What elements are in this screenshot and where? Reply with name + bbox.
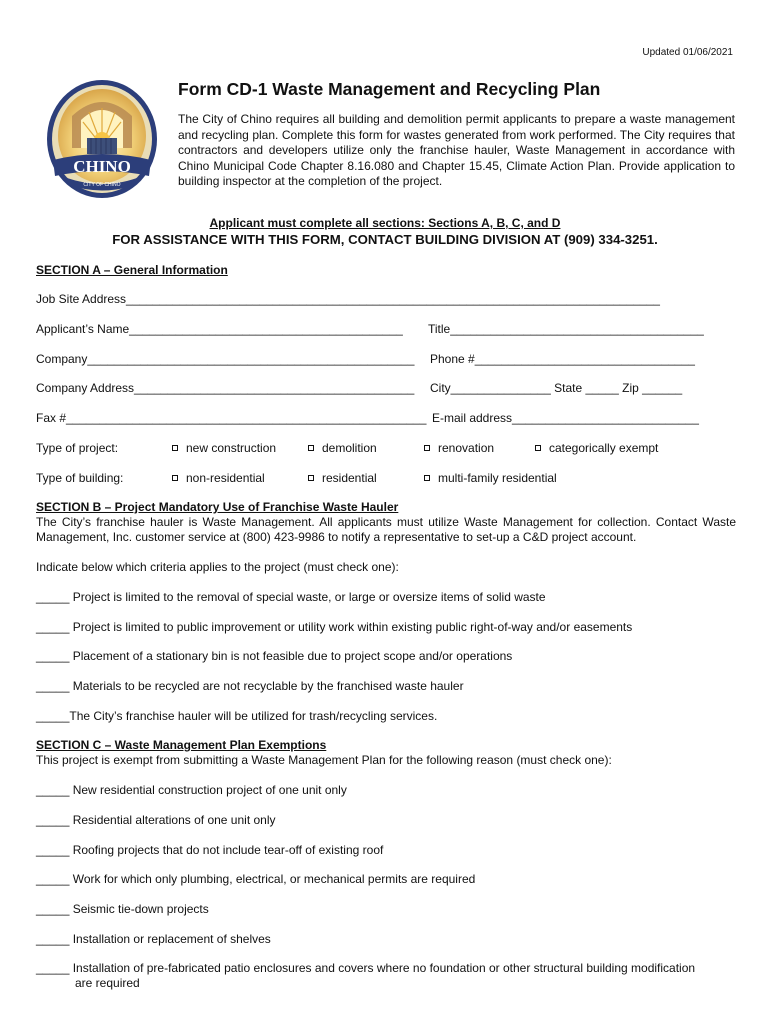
section-b-text: The City’s franchise hauler is Waste Management. All applicants must utilize Waste Management for collection. Contact Waste Management, Inc. customer service at (800) 423-9986 to notify a representative to set-up a C&D project account. [36,515,736,544]
building-type-residential-option[interactable]: residential [308,471,377,486]
form-title: Form CD-1 Waste Management and Recycling Plan [178,79,601,99]
city-state-zip-field[interactable]: City_______________ State _____ Zip ______ [430,381,683,395]
project-type-categorically-exempt-option[interactable]: categorically exempt [535,441,658,456]
project-type-demolition-option[interactable]: demolition [308,441,377,456]
section-b-criteria-item[interactable]: _____The City’s franchise hauler will be utilized for trash/recycling services. [36,709,438,723]
building-type-multi-family-option[interactable]: multi-family residential [424,471,557,486]
section-c-exemption-item[interactable]: _____ Residential alterations of one unit only [36,813,276,827]
checkbox-icon[interactable] [308,475,314,481]
checkbox-icon[interactable] [172,445,178,451]
intro-paragraph: The City of Chino requires all building and demolition permit applicants to prepare a waste management and recycling plan. Complete this form for wastes generated from work performed. The City requires that contractors and developers utilize only the franchise hauler, Waste Management in accordance with Chino Municipal Code Chapter 8.16.080 and Chapter 15.45, Climate Action Plan. Provide application to building inspector at the completion of the project. [178,112,735,188]
section-c-exemption-item[interactable]: _____ Roofing projects that do not include tear-off of existing roof [36,843,384,857]
company-field[interactable]: Company_________________________________________________ [36,352,415,366]
checkbox-icon[interactable] [424,445,430,451]
building-type-non-residential-option[interactable]: non-residential [172,471,265,486]
section-b-instruction: Indicate below which criteria applies to the project (must check one): [36,560,399,574]
project-type-label: Type of project: [36,441,119,455]
applicant-name-field[interactable]: Applicant’s Name_________________________________________ [36,322,403,336]
updated-date: Updated 01/06/2021 [642,47,733,58]
section-c-exemption-item[interactable]: _____ Work for which only plumbing, electrical, or mechanical permits are required [36,872,476,886]
section-a-heading: SECTION A – General Information [36,263,228,277]
section-c-text: This project is exempt from submitting a Waste Management Plan for the following reason (must check one): [36,753,612,767]
section-b-criteria-item[interactable]: _____ Project is limited to the removal of special waste, or large or oversize items of solid waste [36,590,546,604]
section-c-heading: SECTION C – Waste Management Plan Exemptions [36,738,327,752]
section-c-exemption-item[interactable]: _____ Seismic tie-down projects [36,902,209,916]
project-type-renovation-option[interactable]: renovation [424,441,494,456]
section-b-criteria-item[interactable]: _____ Project is limited to public improvement or utility work within existing public right-of-way and/or easements [36,620,633,634]
company-address-field[interactable]: Company Address__________________________________________ [36,381,415,395]
svg-text:CITY OF CHINO: CITY OF CHINO [83,182,121,188]
section-c-exemption-item[interactable]: _____ New residential construction project of one unit only [36,783,347,797]
title-field[interactable]: Title______________________________________ [428,322,704,336]
assistance-contact: FOR ASSISTANCE WITH THIS FORM, CONTACT BUILDING DIVISION AT (909) 334-3251. [112,232,658,247]
city-of-chino-seal-logo [45,78,160,200]
section-c-exemption-item-continued: are required [75,976,140,990]
section-b-criteria-item[interactable]: _____ Placement of a stationary bin is not feasible due to project scope and/or operations [36,649,513,663]
svg-text:CHINO: CHINO [73,157,131,176]
section-b-heading: SECTION B – Project Mandatory Use of Franchise Waste Hauler [36,500,399,514]
email-field[interactable]: E-mail address____________________________ [432,411,699,425]
checkbox-icon[interactable] [172,475,178,481]
fax-field[interactable]: Fax #______________________________________________________ [36,411,427,425]
section-b-criteria-item[interactable]: _____ Materials to be recycled are not recyclable by the franchised waste hauler [36,679,464,693]
building-type-label: Type of building: [36,471,124,485]
section-c-exemption-item[interactable]: _____ Installation or replacement of shelves [36,932,271,946]
project-type-new-construction-option[interactable]: new construction [172,441,276,456]
checkbox-icon[interactable] [535,445,541,451]
phone-field[interactable]: Phone #_________________________________ [430,352,695,366]
section-c-exemption-item[interactable]: _____ Installation of pre-fabricated patio enclosures and covers where no foundation or other structural building modification [36,961,696,975]
sections-notice: Applicant must complete all sections: Sections A, B, C, and D [209,216,561,230]
checkbox-icon[interactable] [308,445,314,451]
job-site-address-field[interactable]: Job Site Address________________________________________________________________________________ [36,292,660,306]
checkbox-icon[interactable] [424,475,430,481]
